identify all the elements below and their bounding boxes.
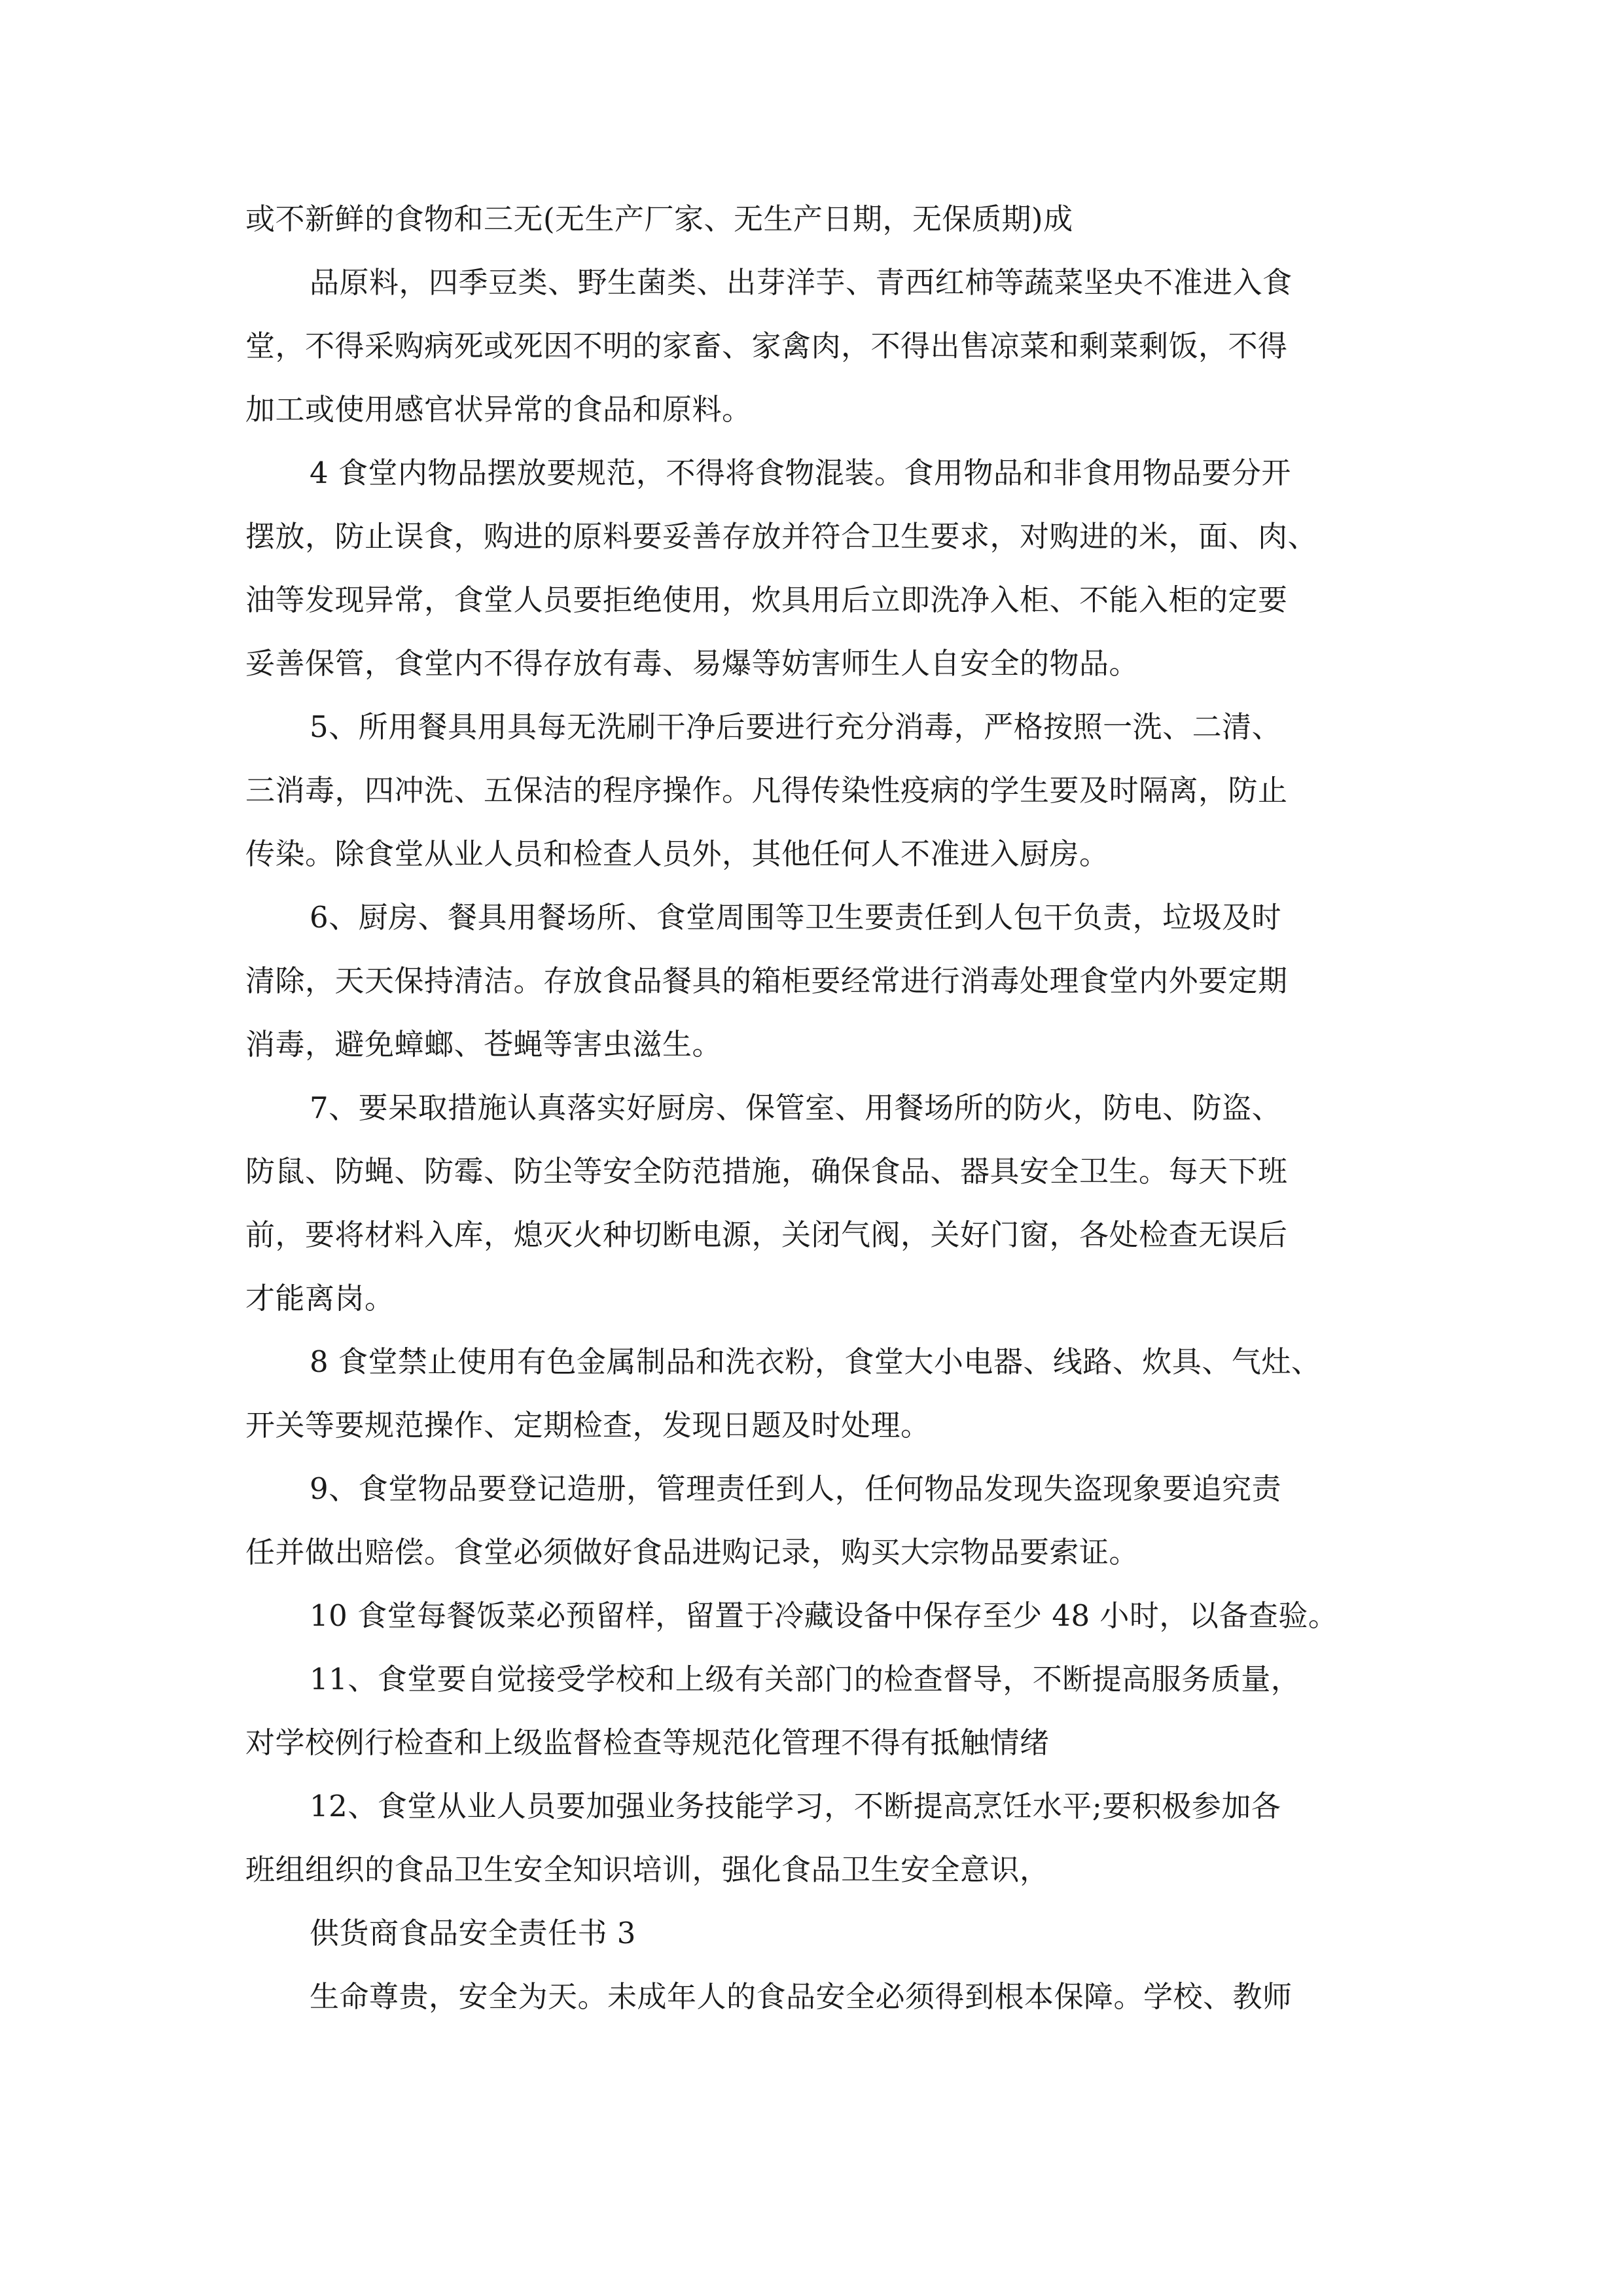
text-line-20: 开关等要规范操作、定期检查，发现日题及时处理。 bbox=[245, 1408, 931, 1443]
text-line-16: 防鼠、防蝇、防霉、防尘等安全防范措施，确保食品、器具安全卫生。每天下班 bbox=[245, 1154, 1288, 1189]
text-line-5: 4 食堂内物品摆放要规范，不得将食物混装。食用物品和非食用物品要分开 bbox=[310, 456, 1291, 490]
text-line-6: 摆放，防止误食，购进的原料要妥善存放并符合卫生要求，对购进的米，面、肉、 bbox=[245, 519, 1318, 554]
text-line-23: 10 食堂每餐饭菜必预留样，留置于冷藏设备中保存至少 48 小时，以备查验。 bbox=[310, 1598, 1338, 1633]
text-line-9: 5、所用餐具用具每无洗刷干净后要进行充分消毒，严格按照一洗、二清、 bbox=[310, 709, 1282, 744]
text-line-7: 油等发现异常，食堂人员要拒绝使用，炊具用后立即洗净入柜、不能入柜的定要 bbox=[245, 583, 1288, 617]
text-line-2: 品原料，四季豆类、野生菌类、出芽洋芋、青西红柿等蔬菜坚央不准进入食 bbox=[310, 265, 1293, 300]
section-heading: 供货商食品安全责任书 3 bbox=[310, 1916, 636, 1950]
text-line-1: 或不新鲜的食物和三无(无生产厂家、无生产日期，无保质期)成 bbox=[245, 202, 1073, 236]
text-line-14: 消毒，避免蟑螂、苍蝇等害虫滋生。 bbox=[245, 1027, 722, 1062]
text-line-8: 妥善保管，食堂内不得存放有毒、易爆等妨害师生人自安全的物品。 bbox=[245, 646, 1139, 681]
text-line-19: 8 食堂禁止使用有色金属制品和洗衣粉，食堂大小电器、线路、炊具、气灶、 bbox=[310, 1344, 1321, 1379]
text-line-4: 加工或使用感官状异常的食品和原料。 bbox=[245, 392, 752, 427]
text-line-22: 任并做出赔偿。食堂必须做好食品进购记录，购买大宗物品要索证。 bbox=[245, 1535, 1139, 1570]
text-line-27: 班组组织的食品卫生安全知识培训，强化食品卫生安全意识， bbox=[245, 1852, 1050, 1887]
text-line-25: 对学校例行检查和上级监督检查等规范化管理不得有抵触情绪 bbox=[245, 1725, 1050, 1760]
text-line-21: 9、食堂物品要登记造册，管理责任到人，任何物品发现失盗现象要追究责 bbox=[310, 1471, 1282, 1506]
text-line-17: 前，要将材料入库，熄灭火种切断电源，关闭气阀，关好门窗，各处检查无误后 bbox=[245, 1217, 1288, 1252]
text-line-26: 12、食堂从业人员要加强业务技能学习，不断提高烹饪水平;要积极参加各 bbox=[310, 1789, 1281, 1823]
text-line-24: 11、食堂要自觉接受学校和上级有关部门的检查督导，不断提高服务质量， bbox=[310, 1662, 1301, 1696]
text-line-18: 才能离岗。 bbox=[245, 1281, 395, 1316]
text-line-15: 7、要呆取措施认真落实好厨房、保管室、用餐场所的防火，防电、防盗、 bbox=[310, 1090, 1282, 1125]
text-line-10: 三消毒，四冲洗、五保洁的程序操作。凡得传染性疫病的学生要及时隔离，防止 bbox=[245, 773, 1288, 808]
text-line-11: 传染。除食堂从业人员和检查人员外，其他任何人不准进入厨房。 bbox=[245, 836, 1109, 871]
text-line-29: 生命尊贵，安全为天。未成年人的食品安全必须得到根本保障。学校、教师 bbox=[310, 1979, 1293, 2014]
text-line-12: 6、厨房、餐具用餐场所、食堂周围等卫生要责任到人包干负责，垃圾及时 bbox=[310, 900, 1282, 935]
text-line-3: 堂，不得采购病死或死因不明的家畜、家禽肉，不得出售凉菜和剩菜剩饭，不得 bbox=[245, 329, 1288, 363]
text-line-13: 清除，天天保持清洁。存放食品餐具的箱柜要经常进行消毒处理食堂内外要定期 bbox=[245, 963, 1288, 998]
